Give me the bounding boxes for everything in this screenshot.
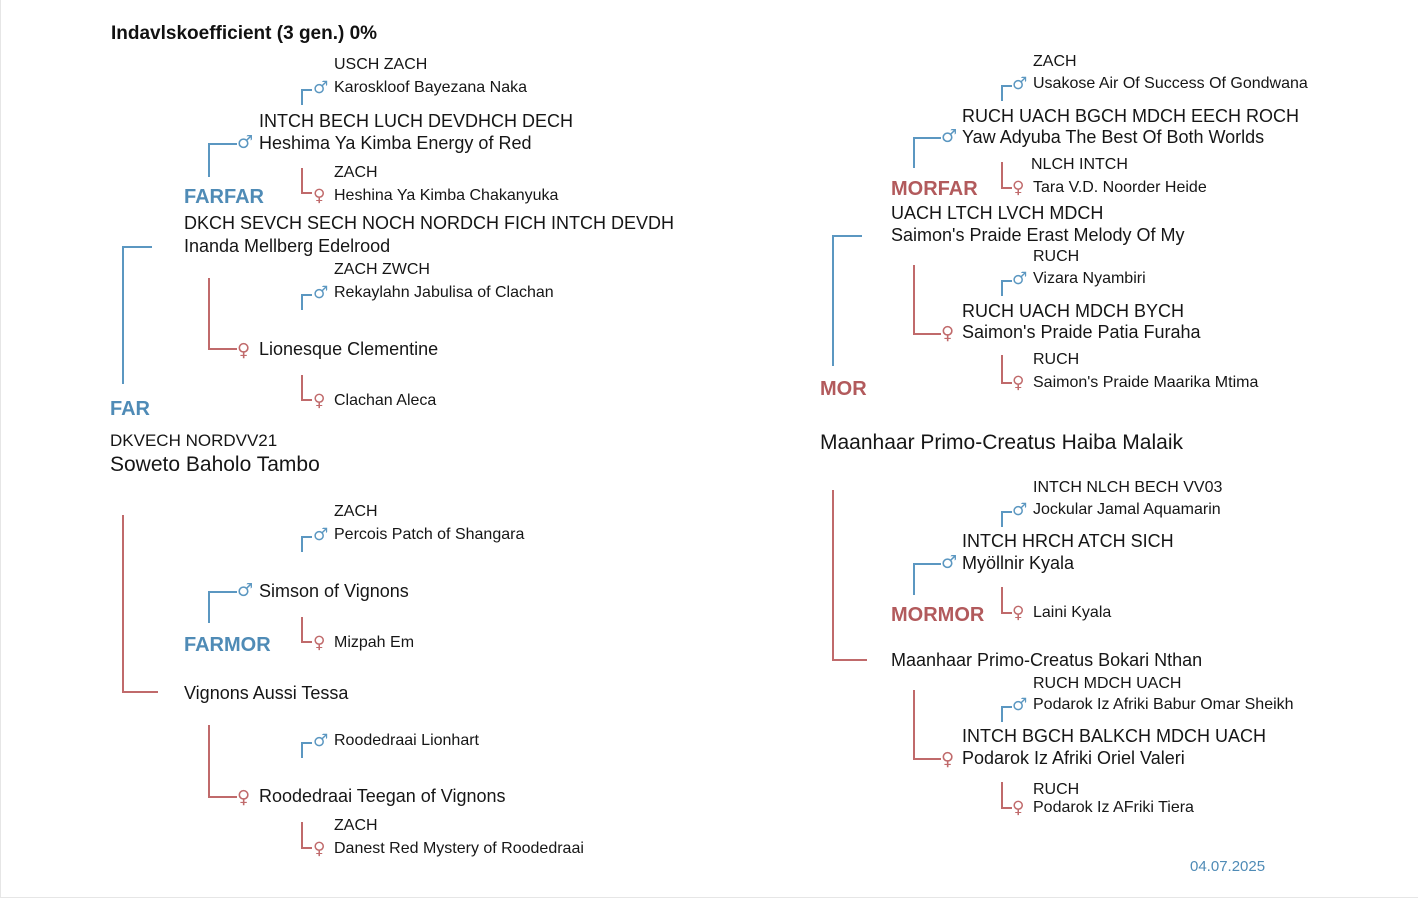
farfar-sire-connector (208, 143, 237, 177)
gen3-dam-connector (301, 822, 312, 849)
male-icon: ♂ (1012, 269, 1028, 289)
mor-label: MOR (820, 378, 867, 400)
female-icon: ♀ (1012, 373, 1025, 393)
gen3-dam-connector (301, 375, 312, 401)
gen3-sire-connector (301, 294, 312, 310)
mormor-dam-dam-name: Podarok Iz AFriki Tiera (1033, 799, 1194, 816)
morfar-sire-titles: RUCH UACH BGCH MDCH EECH ROCH (962, 106, 1300, 126)
farmor-sire-sire-titles: ZACH (334, 503, 378, 520)
farmor-dam-dam-name: Danest Red Mystery of Roodedraai (334, 840, 584, 857)
far-dam-connector (122, 515, 158, 693)
farfar-dam-sire-titles: ZACH ZWCH (334, 261, 430, 278)
mormor-dam-name: Podarok Iz Afriki Oriel Valeri (962, 748, 1185, 768)
mormor-dam-sire-name: Podarok Iz Afriki Babur Omar Sheikh (1033, 696, 1294, 713)
gen3-dam-connector (1001, 587, 1012, 614)
male-icon: ♂ (313, 78, 329, 98)
female-icon: ♀ (1012, 798, 1025, 818)
morfar-dam-name: Saimon's Praide Patia Furaha (962, 322, 1201, 342)
gen3-dam-connector (1001, 355, 1012, 384)
female-icon: ♀ (1012, 178, 1025, 198)
morfar-dam-titles: RUCH UACH MDCH BYCH (962, 301, 1185, 321)
farfar-titles: DKCH SEVCH SECH NOCH NORDCH FICH INTCH DEVDH (184, 213, 675, 233)
male-icon: ♂ (941, 552, 958, 573)
far-name: Soweto Baholo Tambo (110, 453, 320, 476)
morfar-sire-name: Yaw Adyuba The Best Of Both Worlds (962, 127, 1265, 147)
mormor-sire-sire-titles: INTCH NLCH BECH VV03 (1033, 479, 1223, 496)
mormor-sire-titles: INTCH HRCH ATCH SICH (962, 531, 1174, 551)
gen3-dam-connector (1001, 782, 1012, 809)
female-icon: ♀ (941, 749, 955, 770)
gen3-sire-connector (301, 742, 312, 758)
male-icon: ♂ (237, 580, 254, 601)
mor-sire-connector (832, 235, 862, 366)
mormor-dam-titles: INTCH BGCH BALKCH MDCH UACH (962, 726, 1267, 746)
mormor-sire-name: Myöllnir Kyala (962, 553, 1075, 573)
morfar-label: MORFAR (891, 178, 978, 200)
gen3-sire-connector (301, 536, 312, 552)
farfar-label: FARFAR (184, 186, 264, 208)
morfar-dam-sire-titles: RUCH (1033, 248, 1080, 265)
farfar-name: Inanda Mellberg Edelrood (184, 236, 391, 256)
male-icon: ♂ (1012, 74, 1028, 94)
mor-dam-connector (832, 490, 867, 661)
gen3-dam-connector (301, 168, 312, 194)
mor-name: Maanhaar Primo-Creatus Haiba Malaik (820, 431, 1183, 454)
morfar-dam-connector (913, 265, 941, 335)
male-icon: ♂ (1012, 695, 1028, 715)
gen3-sire-connector (1001, 280, 1012, 296)
pedigree-title: Indavlskoefficient (3 gen.) 0% (111, 23, 378, 44)
morfar-sire-dam-titles: NLCH INTCH (1031, 156, 1128, 173)
morfar-sire-connector (913, 137, 941, 168)
female-icon: ♀ (313, 391, 326, 411)
morfar-dam-dam-titles: RUCH (1033, 351, 1080, 368)
gen3-sire-connector (1001, 85, 1012, 101)
gen3-sire-connector (301, 89, 312, 105)
male-icon: ♂ (237, 132, 254, 153)
female-icon: ♀ (313, 839, 326, 859)
farmor-sire-connector (208, 591, 237, 623)
gen3-dam-connector (301, 617, 312, 643)
far-titles: DKVECH NORDVV21 (110, 431, 278, 450)
male-icon: ♂ (313, 283, 329, 303)
mormor-name: Maanhaar Primo-Creatus Bokari Nthan (891, 650, 1203, 670)
morfar-sire-dam-name: Tara V.D. Noorder Heide (1033, 179, 1207, 196)
female-icon: ♀ (313, 186, 326, 206)
mormor-dam-dam-titles: RUCH (1033, 781, 1080, 798)
female-icon: ♀ (941, 323, 955, 344)
farmor-sire-name: Simson of Vignons (259, 581, 409, 601)
farmor-dam-name: Roodedraai Teegan of Vignons (259, 786, 506, 806)
female-icon: ♀ (1012, 603, 1025, 623)
farfar-dam-dam-name: Clachan Aleca (334, 392, 437, 409)
farfar-sire-titles: INTCH BECH LUCH DEVDHCH DECH (259, 111, 574, 131)
male-icon: ♂ (941, 126, 958, 147)
farmor-dam-sire-name: Roodedraai Lionhart (334, 732, 479, 749)
farfar-sire-sire-name: Karoskloof Bayezana Naka (334, 79, 527, 96)
far-sire-connector (122, 246, 152, 384)
female-icon: ♀ (237, 787, 251, 808)
mormor-dam-sire-titles: RUCH MDCH UACH (1033, 675, 1182, 692)
morfar-titles: UACH LTCH LVCH MDCH (891, 203, 1104, 223)
farfar-dam-sire-name: Rekaylahn Jabulisa of Clachan (334, 284, 554, 301)
farfar-sire-sire-titles: USCH ZACH (334, 56, 428, 73)
farmor-sire-sire-name: Percois Patch of Shangara (334, 526, 525, 543)
mormor-label: MORMOR (891, 604, 985, 626)
farfar-dam-connector (208, 278, 237, 350)
male-icon: ♂ (313, 731, 329, 751)
mormor-dam-connector (913, 690, 941, 760)
morfar-dam-sire-name: Vizara Nyambiri (1033, 270, 1146, 287)
male-icon: ♂ (313, 525, 329, 545)
mormor-sire-dam-name: Laini Kyala (1033, 604, 1112, 621)
farfar-sire-dam-titles: ZACH (334, 164, 378, 181)
farmor-label: FARMOR (184, 634, 271, 656)
morfar-sire-sire-titles: ZACH (1033, 53, 1077, 70)
morfar-sire-sire-name: Usakose Air Of Success Of Gondwana (1033, 75, 1308, 92)
female-icon: ♀ (237, 340, 251, 361)
farmor-name: Vignons Aussi Tessa (184, 683, 349, 703)
farmor-dam-dam-titles: ZACH (334, 817, 378, 834)
farmor-sire-dam-name: Mizpah Em (334, 634, 415, 651)
far-label: FAR (110, 398, 150, 420)
gen3-sire-connector (1001, 511, 1012, 527)
morfar-name: Saimon's Praide Erast Melody Of My (891, 225, 1185, 245)
farfar-sire-dam-name: Heshina Ya Kimba Chakanyuka (334, 187, 559, 204)
female-icon: ♀ (313, 633, 326, 653)
gen3-sire-connector (1001, 706, 1012, 722)
mormor-sire-connector (913, 563, 941, 595)
print-date: 04.07.2025 (1190, 858, 1266, 875)
mormor-sire-sire-name: Jockular Jamal Aquamarin (1033, 501, 1221, 518)
gen3-dam-connector (1001, 162, 1012, 189)
farfar-sire-name: Heshima Ya Kimba Energy of Red (259, 133, 532, 153)
farmor-dam-connector (208, 725, 237, 798)
male-icon: ♂ (1012, 500, 1028, 520)
farfar-dam-name: Lionesque Clementine (259, 339, 439, 359)
morfar-dam-dam-name: Saimon's Praide Maarika Mtima (1033, 374, 1259, 391)
